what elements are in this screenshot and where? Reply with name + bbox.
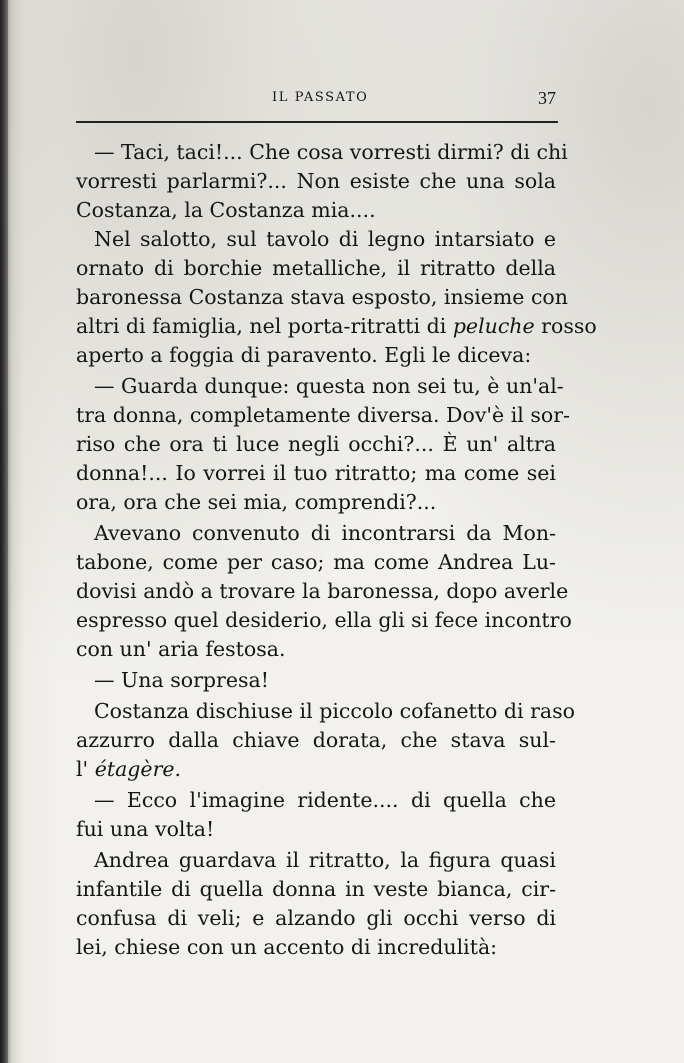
text-line: baronessa Costanza stava esposto, insieme con xyxy=(76,285,568,309)
text-line: Costanza, la Costanza mia.... xyxy=(76,198,376,222)
text-line-segment: altri di famiglia, nel porta-ritratti di xyxy=(76,314,453,338)
body-text xyxy=(76,138,597,962)
text-line: espresso quel desiderio, ella gli si fece incontro xyxy=(76,608,572,632)
text-line: — Guarda dunque: questa non sei tu, è un'al- xyxy=(94,374,564,398)
text-line xyxy=(76,755,556,784)
italic-word: étagère. xyxy=(94,757,182,781)
text-line: Avevano convenuto di incontrarsi da Mon- xyxy=(94,521,556,545)
page-header xyxy=(76,88,558,118)
text-line: tabone, come per caso; ma come Andrea Lu- xyxy=(76,550,556,574)
text-line: infantile di quella donna in veste bianca, cir- xyxy=(76,877,556,901)
text-line: fui una volta! xyxy=(76,817,215,841)
text-line: aperto a foggia di paravento. Egli le diceva: xyxy=(76,343,532,367)
header-rule xyxy=(76,121,558,123)
text-line: Andrea guardava il ritratto, la figura quasi xyxy=(94,848,556,872)
running-head: IL PASSATO xyxy=(272,90,369,105)
text-line: — Taci, taci!... Che cosa vorresti dirmi? di chi xyxy=(94,140,568,164)
italic-word: peluche xyxy=(452,314,535,338)
text-line-segment: l' xyxy=(76,757,95,781)
text-line: — Ecco l'imagine ridente.... di quella che xyxy=(94,788,556,812)
text-line: azzurro dalla chiave dorata, che stava sul- xyxy=(76,728,556,752)
text-line-segment: rosso xyxy=(534,314,597,338)
text-line: — Una sorpresa! xyxy=(94,668,269,692)
text-line: lei, chiese con un accento di incredulità: xyxy=(76,935,498,959)
text-line: ora, ora che sei mia, comprendi?... xyxy=(76,490,437,514)
text-line xyxy=(76,312,597,341)
text-line: confusa di veli; e alzando gli occhi verso di xyxy=(76,906,556,930)
text-line: con un' aria festosa. xyxy=(76,637,286,661)
page-spine-shadow xyxy=(0,0,8,1063)
page-number: 37 xyxy=(538,88,556,108)
text-line: dovisi andò a trovare la baronessa, dopo averle xyxy=(76,579,569,603)
text-line: riso che ora ti luce negli occhi?... È un' altra xyxy=(76,432,556,456)
text-line: donna!... Io vorrei il tuo ritratto; ma come sei xyxy=(76,461,556,485)
text-line: ornato di borchie metalliche, il ritratto della xyxy=(76,256,556,280)
text-line: tra donna, completamente diversa. Dov'è il sor- xyxy=(76,403,570,427)
text-line: Costanza dischiuse il piccolo cofanetto di raso xyxy=(94,699,575,723)
text-line: Nel salotto, sul tavolo di legno intarsiato e xyxy=(94,227,556,251)
text-line: vorresti parlarmi?... Non esiste che una sola xyxy=(76,169,556,193)
